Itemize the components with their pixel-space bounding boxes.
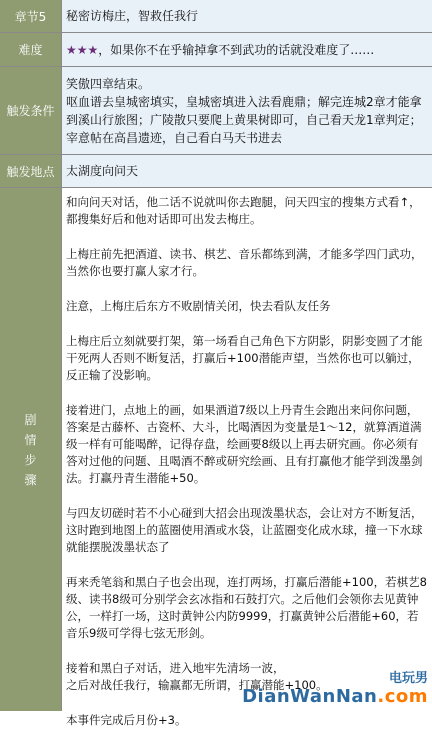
plot-paragraph: 与四友切磋时若不小心碰到大招会出现泼墨状态，会让对方不断复活，这时跑到地图上的蓝圈使用酒或水袋，让蓝圈变化成水球，撞一下水球就能摆脱泼墨状态了	[66, 506, 423, 554]
watermark-line-2	[242, 686, 428, 707]
label-plot-char-1: 剧	[24, 412, 37, 427]
label-difficulty: 难度	[0, 33, 62, 66]
trigger-line-2: 呕血谱去皇城密填实，皇城密填进入法看鹿鼎；解完连城2章才能拿到溪山行旅图；广陵散只要爬上黄果树即可，自己看天龙1章判定；宰意帖在高昌遗迹，自己看白马天书进去	[66, 95, 422, 145]
plot-paragraph: 上梅庄前先把酒道、读书、棋艺、音乐都练到满，才能多学四门武功，当然你也要打赢人家才行。	[66, 247, 423, 278]
plot-paragraph: 接着进门，点地上的画，如果酒道7级以上丹青生会跑出来问你问题，答案是古藤杯、古瓷杯、大斗，比喝酒因为变量是1～12，就算酒道满级一样有可能喝醉，记得存盘，绘画要8级以上再去研究画。你必须有答对过他的问题、且喝酒不醉或研究绘画、且有打赢他才能学到泼墨剑法。打赢丹青生潜能+50。	[66, 403, 423, 485]
value-chapter: 秘密访梅庄，智救任我行	[62, 0, 432, 32]
value-plot	[62, 188, 432, 727]
difficulty-stars: ★★★	[66, 42, 99, 57]
label-plot-char-2: 情	[24, 432, 37, 447]
row-plot	[0, 188, 432, 727]
plot-paragraph: 再来秃笔翁和黑白子也会出现，连打两场，打赢后潜能+100，若棋艺8级、读书8级可分别学会玄冰指和石鼓打穴。之后他们会领你去见黄钟公，一样打一场，这时黄钟公内防9999，打赢黄钟公后潜能+60，若音乐9级可学得七弦无形剑。	[66, 575, 427, 640]
label-chapter: 章节5	[0, 0, 62, 32]
watermark-brand: DianWanNan	[242, 686, 378, 707]
value-difficulty	[62, 33, 432, 66]
label-trigger: 触发条件	[0, 67, 62, 154]
label-plot-char-3: 步	[24, 452, 37, 467]
label-plot-char-4: 骤	[24, 472, 37, 487]
plot-paragraph: 本事件完成后月份+3。	[66, 713, 187, 727]
value-trigger	[62, 67, 432, 154]
difficulty-text: ，如果你不在乎输掉拿不到武功的话就没难度了……	[98, 42, 375, 57]
value-location: 太湖度向问天	[62, 155, 432, 187]
watermark-domain: .com	[377, 686, 428, 707]
plot-paragraph: 上梅庄后立刻就要打架，第一场看自己角色下方阴影，阴影变圆了才能干死两人否则不断复活，打赢后+100潜能声望，当然你也可以躺过，反正输了没影响。	[66, 334, 423, 382]
row-location	[0, 155, 432, 188]
label-plot	[0, 188, 62, 711]
row-difficulty	[0, 33, 432, 67]
watermark-line-1: 电玩男	[388, 671, 428, 686]
row-trigger	[0, 67, 432, 155]
plot-paragraph: 接着和黑白子对话，进入地牢先清场一波， 之后对战任我行，输赢都无所谓，打赢潜能+100。	[66, 661, 328, 692]
plot-paragraph: 注意，上梅庄后东方不败剧情关闭，快去看队友任务	[66, 299, 331, 313]
trigger-line-1: 笑傲四章结束。	[66, 77, 151, 91]
plot-paragraph: 和向问天对话，他二话不说就叫你去跑腿，问天四宝的搜集方式看↑，都搜集好后和他对话即可出发去梅庄。	[66, 195, 421, 226]
label-location: 触发地点	[0, 155, 62, 187]
row-chapter	[0, 0, 432, 33]
watermark-logo	[242, 667, 428, 707]
